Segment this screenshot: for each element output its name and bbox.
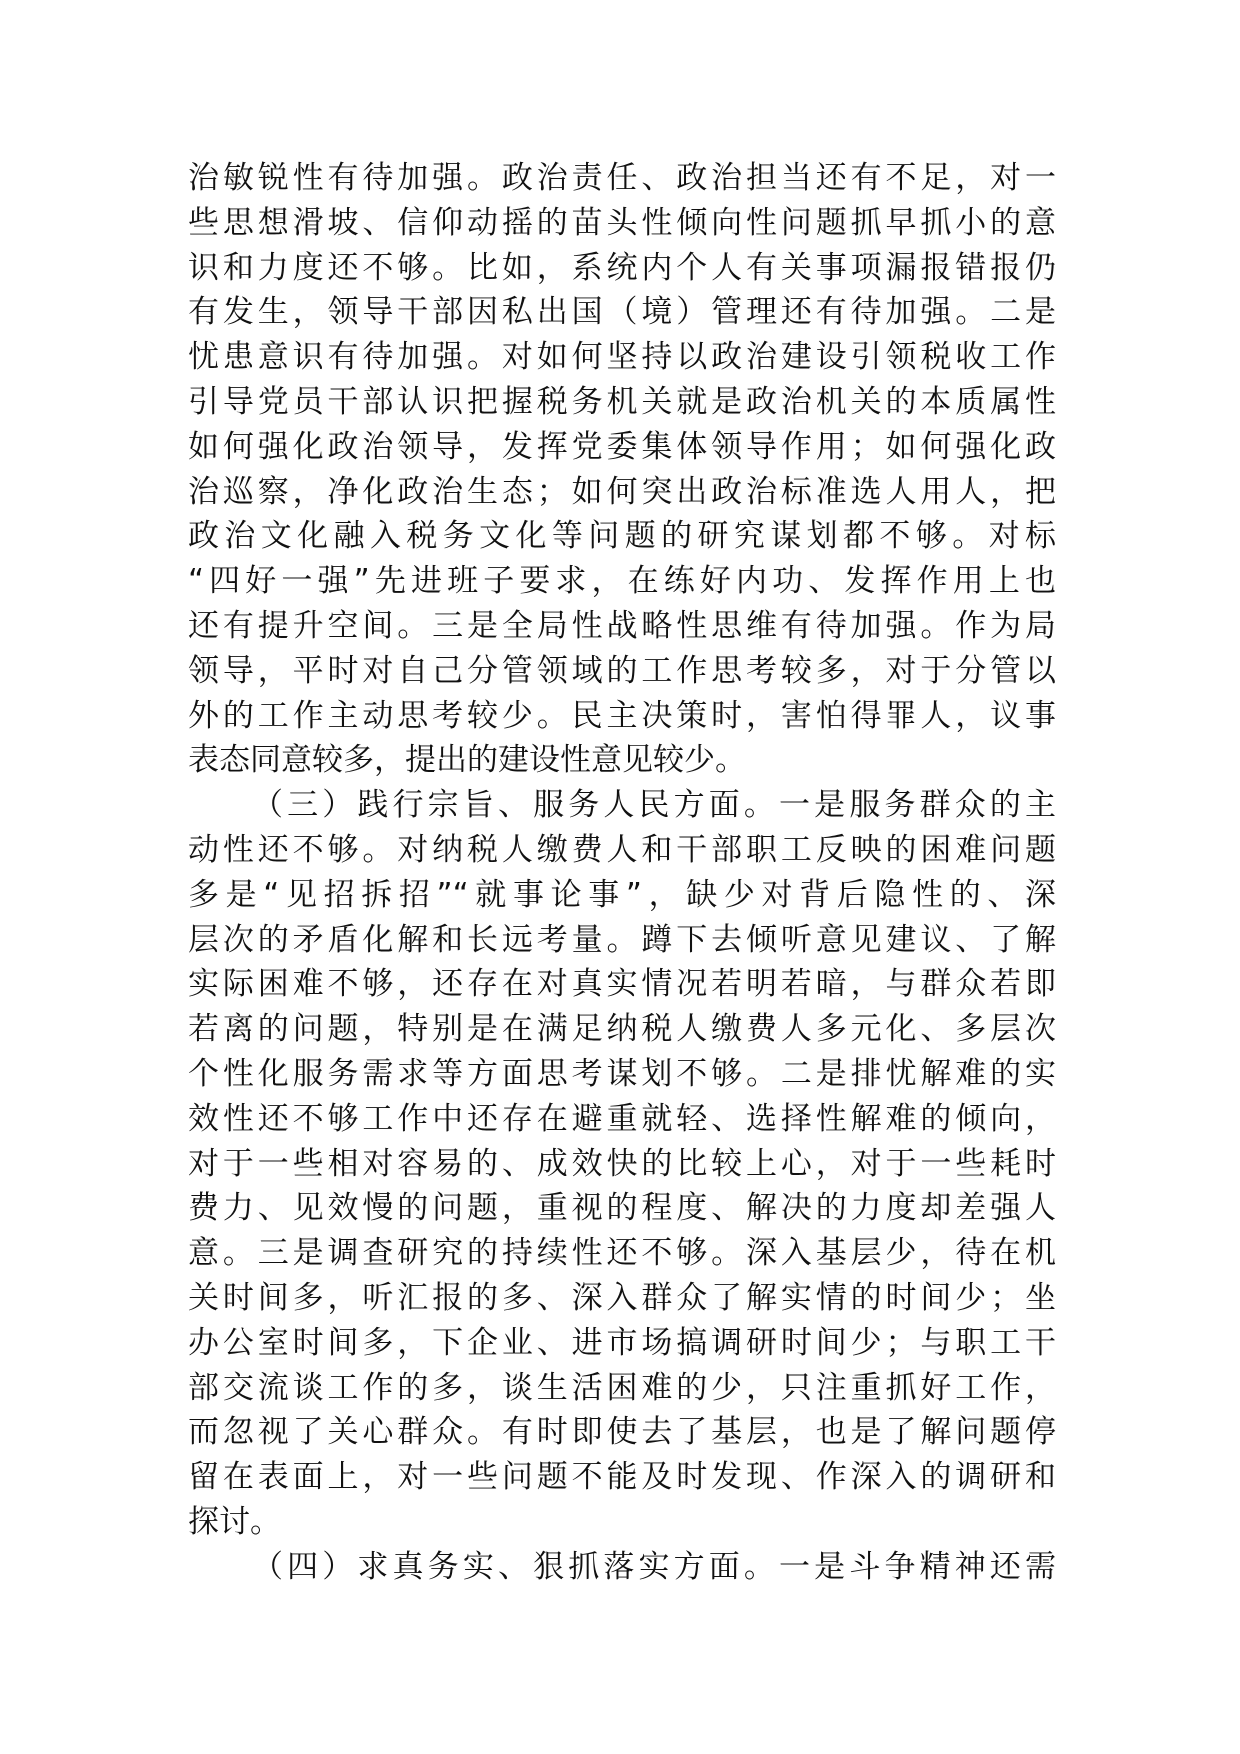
text-line: 层次的矛盾化解和长远考量。蹲下去倾听意见建议、了解 <box>188 921 1056 958</box>
text-line: 治敏锐性有待加强。政治责任、政治担当还有不足，对一 <box>188 160 1056 196</box>
text-line: 政治文化融入税务文化等问题的研究谋划都不够。对标 <box>188 518 1056 555</box>
text-line: 外的工作主动思考较少。民主决策时，害怕得罪人，议事 <box>188 697 1056 734</box>
text-line: 忧患意识有待加强。对如何坚持以政治建设引领税收工作 <box>188 339 1056 376</box>
text-line: 识和力度还不够。比如，系统内个人有关事项漏报错报仍 <box>188 249 1056 286</box>
paragraph-end-line: 探讨。 <box>188 1503 281 1540</box>
text-line: 而忽视了关心群众。有时即使去了基层，也是了解问题停 <box>188 1414 1056 1451</box>
text-line: 费力、见效慢的问题，重视的程度、解决的力度却差强人 <box>188 1190 1056 1227</box>
text-line: 关时间多，听汇报的多、深入群众了解实情的时间少；坐 <box>188 1279 1056 1316</box>
text-line: 有发生，领导干部因私出国（境）管理还有待加强。二是 <box>188 294 1056 331</box>
text-line: 效性还不够工作中还存在避重就轻、选择性解难的倾向， <box>188 1100 1056 1137</box>
text-line: 还有提升空间。三是全局性战略性思维有待加强。作为局 <box>188 607 1056 644</box>
text-line: 办公室时间多，下企业、进市场搞调研时间少；与职工干 <box>188 1324 1056 1361</box>
text-line: 动性还不够。对纳税人缴费人和干部职工反映的困难问题 <box>188 831 1056 868</box>
text-line: 实际困难不够，还存在对真实情况若明若暗，与群众若即 <box>188 966 1056 1003</box>
text-line: 对于一些相对容易的、成效快的比较上心，对于一些耗时 <box>188 1145 1056 1182</box>
text-line: “四好一强”先进班子要求，在练好内功、发挥作用上也 <box>188 563 1056 600</box>
paragraph-end-line: 表态同意较多，提出的建设性意见较少。 <box>188 742 746 779</box>
text-line: 引导党员干部认识把握税务机关就是政治机关的本质属性 <box>188 383 1056 420</box>
text-line: 部交流谈工作的多，谈生活困难的少，只注重抓好工作， <box>188 1369 1056 1406</box>
section-heading-line: （四）求真务实、狠抓落实方面。一是斗争精神还需 <box>252 1548 1056 1585</box>
text-line: 意。三是调查研究的持续性还不够。深入基层少，待在机 <box>188 1235 1056 1272</box>
text-line: 领导，平时对自己分管领域的工作思考较多，对于分管以 <box>188 652 1056 689</box>
text-line: 个性化服务需求等方面思考谋划不够。二是排忧解难的实 <box>188 1055 1056 1092</box>
text-line: 多是“见招拆招”“就事论事”，缺少对背后隐性的、深 <box>188 876 1056 913</box>
text-line: 如何强化政治领导，发挥党委集体领导作用；如何强化政 <box>188 428 1056 465</box>
text-line: 若离的问题，特别是在满足纳税人缴费人多元化、多层次 <box>188 1011 1056 1048</box>
text-line: 治巡察，净化政治生态；如何突出政治标准选人用人，把 <box>188 473 1056 510</box>
body-text <box>188 156 1056 1590</box>
section-heading-line: （三）践行宗旨、服务人民方面。一是服务群众的主 <box>252 787 1056 824</box>
text-line: 些思想滑坡、信仰动摇的苗头性倾向性问题抓早抓小的意 <box>188 204 1056 241</box>
text-line: 留在表面上，对一些问题不能及时发现、作深入的调研和 <box>188 1459 1056 1496</box>
